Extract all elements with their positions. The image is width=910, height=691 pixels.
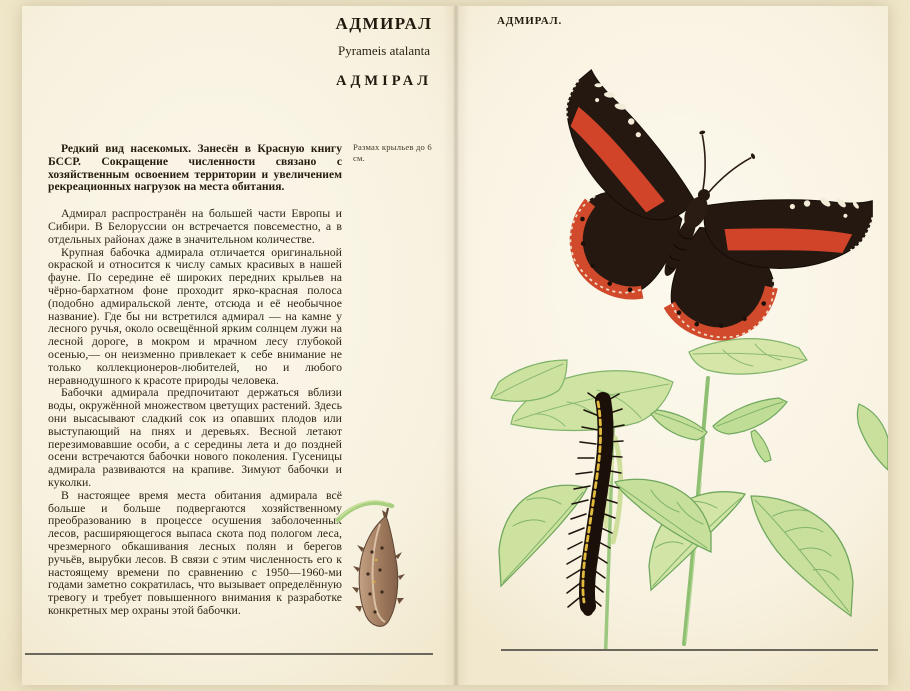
wingspan-note: Размах крыльев до 6 см. — [353, 142, 432, 163]
species-latin-name: Pyrameis atalanta — [337, 43, 431, 58]
running-header: АДМИРАЛ. — [497, 15, 563, 27]
nettle-leaf — [499, 485, 587, 586]
nettle-leaf — [651, 410, 707, 440]
nettle-leaf — [751, 430, 771, 462]
right-page-footer-rule — [501, 649, 878, 651]
nettle-leaf — [689, 339, 807, 374]
nettle-plant — [491, 339, 888, 650]
right-page — [455, 6, 888, 685]
chrysalis-illustration — [330, 456, 414, 646]
antenna — [708, 147, 751, 202]
page-title: АДМИРАЛ — [335, 14, 433, 33]
nettle-catkin — [613, 438, 621, 542]
caterpillar-head — [583, 606, 593, 616]
antenna-club — [699, 130, 706, 135]
title-block — [284, 14, 484, 90]
chrysalis-body — [352, 508, 405, 626]
book-spread — [22, 6, 888, 685]
nettle-leaf — [858, 404, 889, 470]
nettle-leaf — [751, 496, 853, 616]
butterfly-illustration — [502, 66, 879, 379]
paragraph-biology: Бабочки адмирала предпочитают держаться вблизи воды, окружённой множеством цветущих растений. Здесь они высасывают сладкий сок из опавших плодов или выступающий на пнях и деревьях. Весной летают перезимовавшие особи, а с середины лета и до поздней осени встречаются бабочки нового поколения. Гусеницы адмирала развиваются на крапиве. Зимуют бабочки и куколки. — [48, 385, 342, 489]
page-title-belarusian: АДМІРАЛ — [335, 73, 433, 89]
left-page-footer-rule — [25, 653, 433, 655]
paragraph-conservation: В настоящее время места обитания адмирала всё больше и больше подвергаются хозяйственному преобразованию в процессе осушения заболоченных лесов, расширяющегося выпаса скота под пологом леса, чрезмерного обкашивания лесных полян и берегов ручьёв, вырубки лесов. В связи с этим численность его к настоящему времени по сравнению с 1950—1960-ми годами заметно сократилась, что вызывает определённую тревогу и требует повышенного внимания к разработке конкретных мер охраны этой бабочки. — [48, 487, 342, 617]
article-text — [48, 143, 342, 617]
paragraph-distribution: Адмирал распространён на большей части Европы и Сибири. В Белоруссии он встречается повсеместно, а в отдельных районах даже в значительном количестве. — [48, 206, 342, 246]
intro-paragraph: Редкий вид насекомых. Занесён в Красную книгу БССР. Сокращение численности связано с хозяйственным освоением территории и увеличением рекреационных нагрузок на места обитания. — [48, 142, 342, 194]
butterfly-plant-illustration — [455, 30, 888, 650]
nettle-leaf — [713, 398, 787, 434]
left-page — [22, 6, 455, 685]
paragraph-description: Крупная бабочка адмирала отличается оригинальной окраской и относится к числу самых красивых в нашей фауне. По середине её широких передних крыльев на чёрно-бархатном фоне проходит ярко-красная полоса (подобно адмиральской ленте, отсюда и её необычное название). Где бы ни встретился адмирал — на камне у лесного ручья, около освещённой ярким солнцем лужи на лесной дороге, в мокром и мрачном лесу глубокой осенью,— он неизменно привлекает к себе внимание не только коллекционеров-любителей, но и любого неравнодушного к красоте природы человека. — [48, 244, 342, 387]
